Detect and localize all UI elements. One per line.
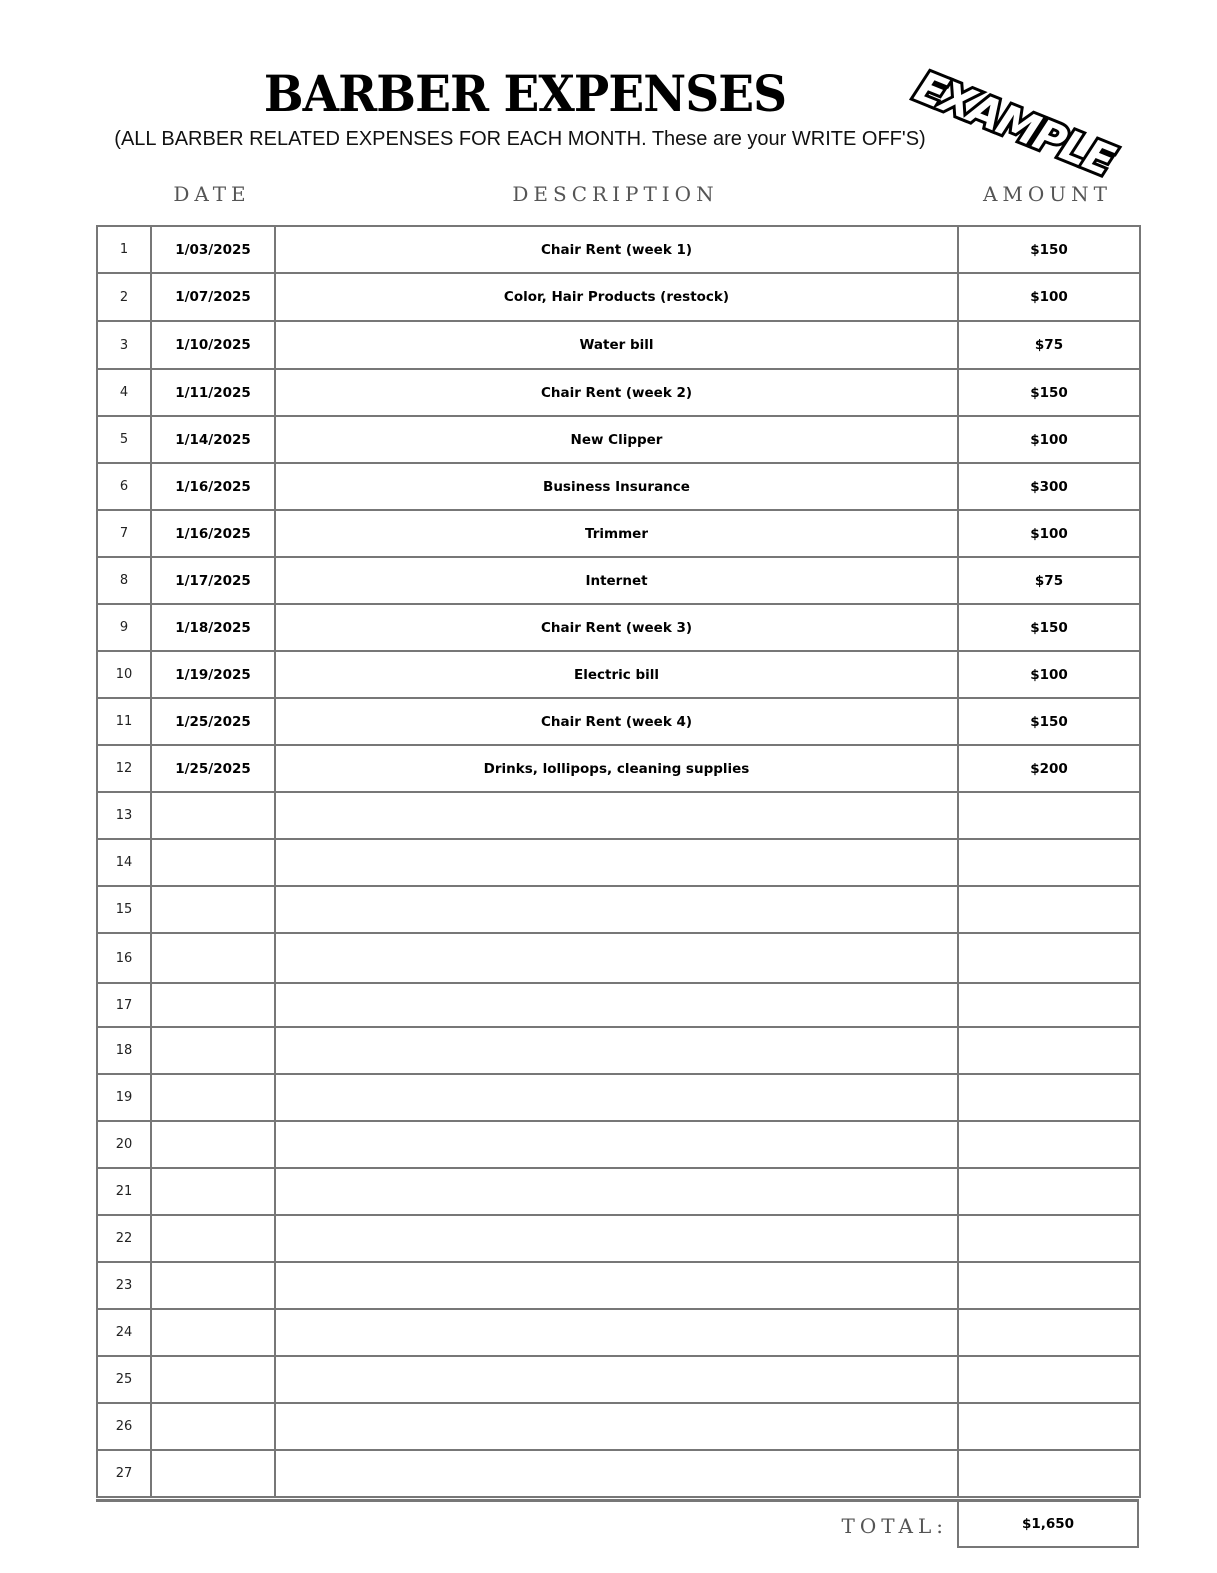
row-number: 13 [97, 792, 151, 839]
row-number: 14 [97, 839, 151, 886]
row-amount [958, 983, 1140, 1027]
row-number: 24 [97, 1309, 151, 1356]
table-row [97, 1262, 1140, 1309]
row-amount [958, 933, 1140, 983]
table-row [97, 1168, 1140, 1215]
row-date [151, 1074, 275, 1121]
table-row [97, 604, 1140, 651]
row-date [151, 886, 275, 933]
row-date [151, 1215, 275, 1262]
row-date [151, 1027, 275, 1074]
row-description: Water bill [275, 321, 958, 369]
row-number: 11 [97, 698, 151, 745]
row-amount [958, 886, 1140, 933]
row-description: Trimmer [275, 510, 958, 557]
example-stamp: EXAMPLE [908, 61, 1120, 185]
row-description [275, 1168, 958, 1215]
row-date [151, 1403, 275, 1450]
table-row [97, 933, 1140, 983]
row-amount [958, 1403, 1140, 1450]
row-date: 1/19/2025 [151, 651, 275, 698]
row-number: 22 [97, 1215, 151, 1262]
expenses-table-body [97, 226, 1140, 1497]
row-number: 18 [97, 1027, 151, 1074]
row-description: New Clipper [275, 416, 958, 463]
row-amount: $150 [958, 698, 1140, 745]
column-header-date: DATE [173, 182, 251, 206]
row-number: 16 [97, 933, 151, 983]
row-description [275, 983, 958, 1027]
row-date [151, 983, 275, 1027]
row-number: 15 [97, 886, 151, 933]
table-row [97, 369, 1140, 416]
row-description [275, 1027, 958, 1074]
row-amount [958, 1450, 1140, 1497]
row-number: 26 [97, 1403, 151, 1450]
row-date [151, 1309, 275, 1356]
row-description [275, 1450, 958, 1497]
row-date [151, 1262, 275, 1309]
row-date: 1/25/2025 [151, 698, 275, 745]
row-amount [958, 1356, 1140, 1403]
row-amount: $200 [958, 745, 1140, 792]
row-number: 17 [97, 983, 151, 1027]
row-number: 27 [97, 1450, 151, 1497]
table-row [97, 321, 1140, 369]
row-number: 5 [97, 416, 151, 463]
table-row [97, 273, 1140, 321]
table-row [97, 557, 1140, 604]
row-amount [958, 1027, 1140, 1074]
row-amount: $100 [958, 651, 1140, 698]
row-number: 2 [97, 273, 151, 321]
row-amount [958, 1215, 1140, 1262]
row-description: Electric bill [275, 651, 958, 698]
row-date: 1/17/2025 [151, 557, 275, 604]
table-row [97, 463, 1140, 510]
row-amount: $75 [958, 321, 1140, 369]
row-date: 1/14/2025 [151, 416, 275, 463]
row-description: Chair Rent (week 4) [275, 698, 958, 745]
row-number: 10 [97, 651, 151, 698]
row-date [151, 1356, 275, 1403]
table-row [97, 698, 1140, 745]
row-amount [958, 1309, 1140, 1356]
table-row [97, 1309, 1140, 1356]
row-description [275, 1215, 958, 1262]
row-date [151, 792, 275, 839]
row-description: Chair Rent (week 1) [275, 226, 958, 273]
table-row [97, 226, 1140, 273]
row-date [151, 1450, 275, 1497]
column-header-amount: AMOUNT [982, 182, 1112, 206]
table-row [97, 1027, 1140, 1074]
row-number: 1 [97, 226, 151, 273]
row-amount: $100 [958, 510, 1140, 557]
row-date: 1/07/2025 [151, 273, 275, 321]
row-amount: $150 [958, 369, 1140, 416]
row-description: Drinks, lollipops, cleaning supplies [275, 745, 958, 792]
row-number: 12 [97, 745, 151, 792]
table-row [97, 510, 1140, 557]
row-description: Chair Rent (week 3) [275, 604, 958, 651]
row-date [151, 1168, 275, 1215]
row-description [275, 886, 958, 933]
row-number: 6 [97, 463, 151, 510]
row-description [275, 933, 958, 983]
row-description: Internet [275, 557, 958, 604]
row-amount: $75 [958, 557, 1140, 604]
table-row [97, 1450, 1140, 1497]
row-description [275, 1121, 958, 1168]
row-number: 20 [97, 1121, 151, 1168]
row-amount: $100 [958, 416, 1140, 463]
row-number: 25 [97, 1356, 151, 1403]
row-amount [958, 1121, 1140, 1168]
row-date: 1/03/2025 [151, 226, 275, 273]
table-row [97, 1121, 1140, 1168]
row-description [275, 1403, 958, 1450]
row-amount [958, 1168, 1140, 1215]
row-number: 19 [97, 1074, 151, 1121]
row-date: 1/16/2025 [151, 463, 275, 510]
row-date: 1/18/2025 [151, 604, 275, 651]
row-date [151, 839, 275, 886]
row-number: 21 [97, 1168, 151, 1215]
row-description: Color, Hair Products (restock) [275, 273, 958, 321]
row-amount [958, 1074, 1140, 1121]
table-row [97, 886, 1140, 933]
column-header-description: DESCRIPTION [512, 182, 719, 206]
row-amount [958, 839, 1140, 886]
table-row [97, 416, 1140, 463]
row-description [275, 1309, 958, 1356]
row-description: Chair Rent (week 2) [275, 369, 958, 416]
row-amount: $150 [958, 226, 1140, 273]
expenses-table [96, 225, 1141, 1498]
row-number: 9 [97, 604, 151, 651]
row-amount: $300 [958, 463, 1140, 510]
row-description [275, 1356, 958, 1403]
row-date: 1/25/2025 [151, 745, 275, 792]
row-date [151, 1121, 275, 1168]
table-row [97, 792, 1140, 839]
row-number: 3 [97, 321, 151, 369]
table-row [97, 1356, 1140, 1403]
row-description [275, 1262, 958, 1309]
table-row [97, 651, 1140, 698]
table-row [97, 1403, 1140, 1450]
row-description [275, 839, 958, 886]
row-amount: $100 [958, 273, 1140, 321]
row-amount: $150 [958, 604, 1140, 651]
total-label: TOTAL: [841, 1514, 948, 1538]
table-row [97, 745, 1140, 792]
row-number: 23 [97, 1262, 151, 1309]
row-number: 7 [97, 510, 151, 557]
row-date [151, 933, 275, 983]
table-row [97, 1074, 1140, 1121]
row-description: Business Insurance [275, 463, 958, 510]
row-date: 1/16/2025 [151, 510, 275, 557]
row-description [275, 792, 958, 839]
row-number: 4 [97, 369, 151, 416]
row-amount [958, 792, 1140, 839]
row-date: 1/11/2025 [151, 369, 275, 416]
row-description [275, 1074, 958, 1121]
table-row [97, 839, 1140, 886]
total-value: $1,650 [957, 1501, 1139, 1548]
row-number: 8 [97, 557, 151, 604]
table-row [97, 1215, 1140, 1262]
table-row [97, 983, 1140, 1027]
row-amount [958, 1262, 1140, 1309]
page-title: BARBER EXPENSES [263, 64, 787, 123]
page-subtitle: (ALL BARBER RELATED EXPENSES FOR EACH MONTH. These are your WRITE OFF'S) [114, 128, 926, 150]
row-date: 1/10/2025 [151, 321, 275, 369]
